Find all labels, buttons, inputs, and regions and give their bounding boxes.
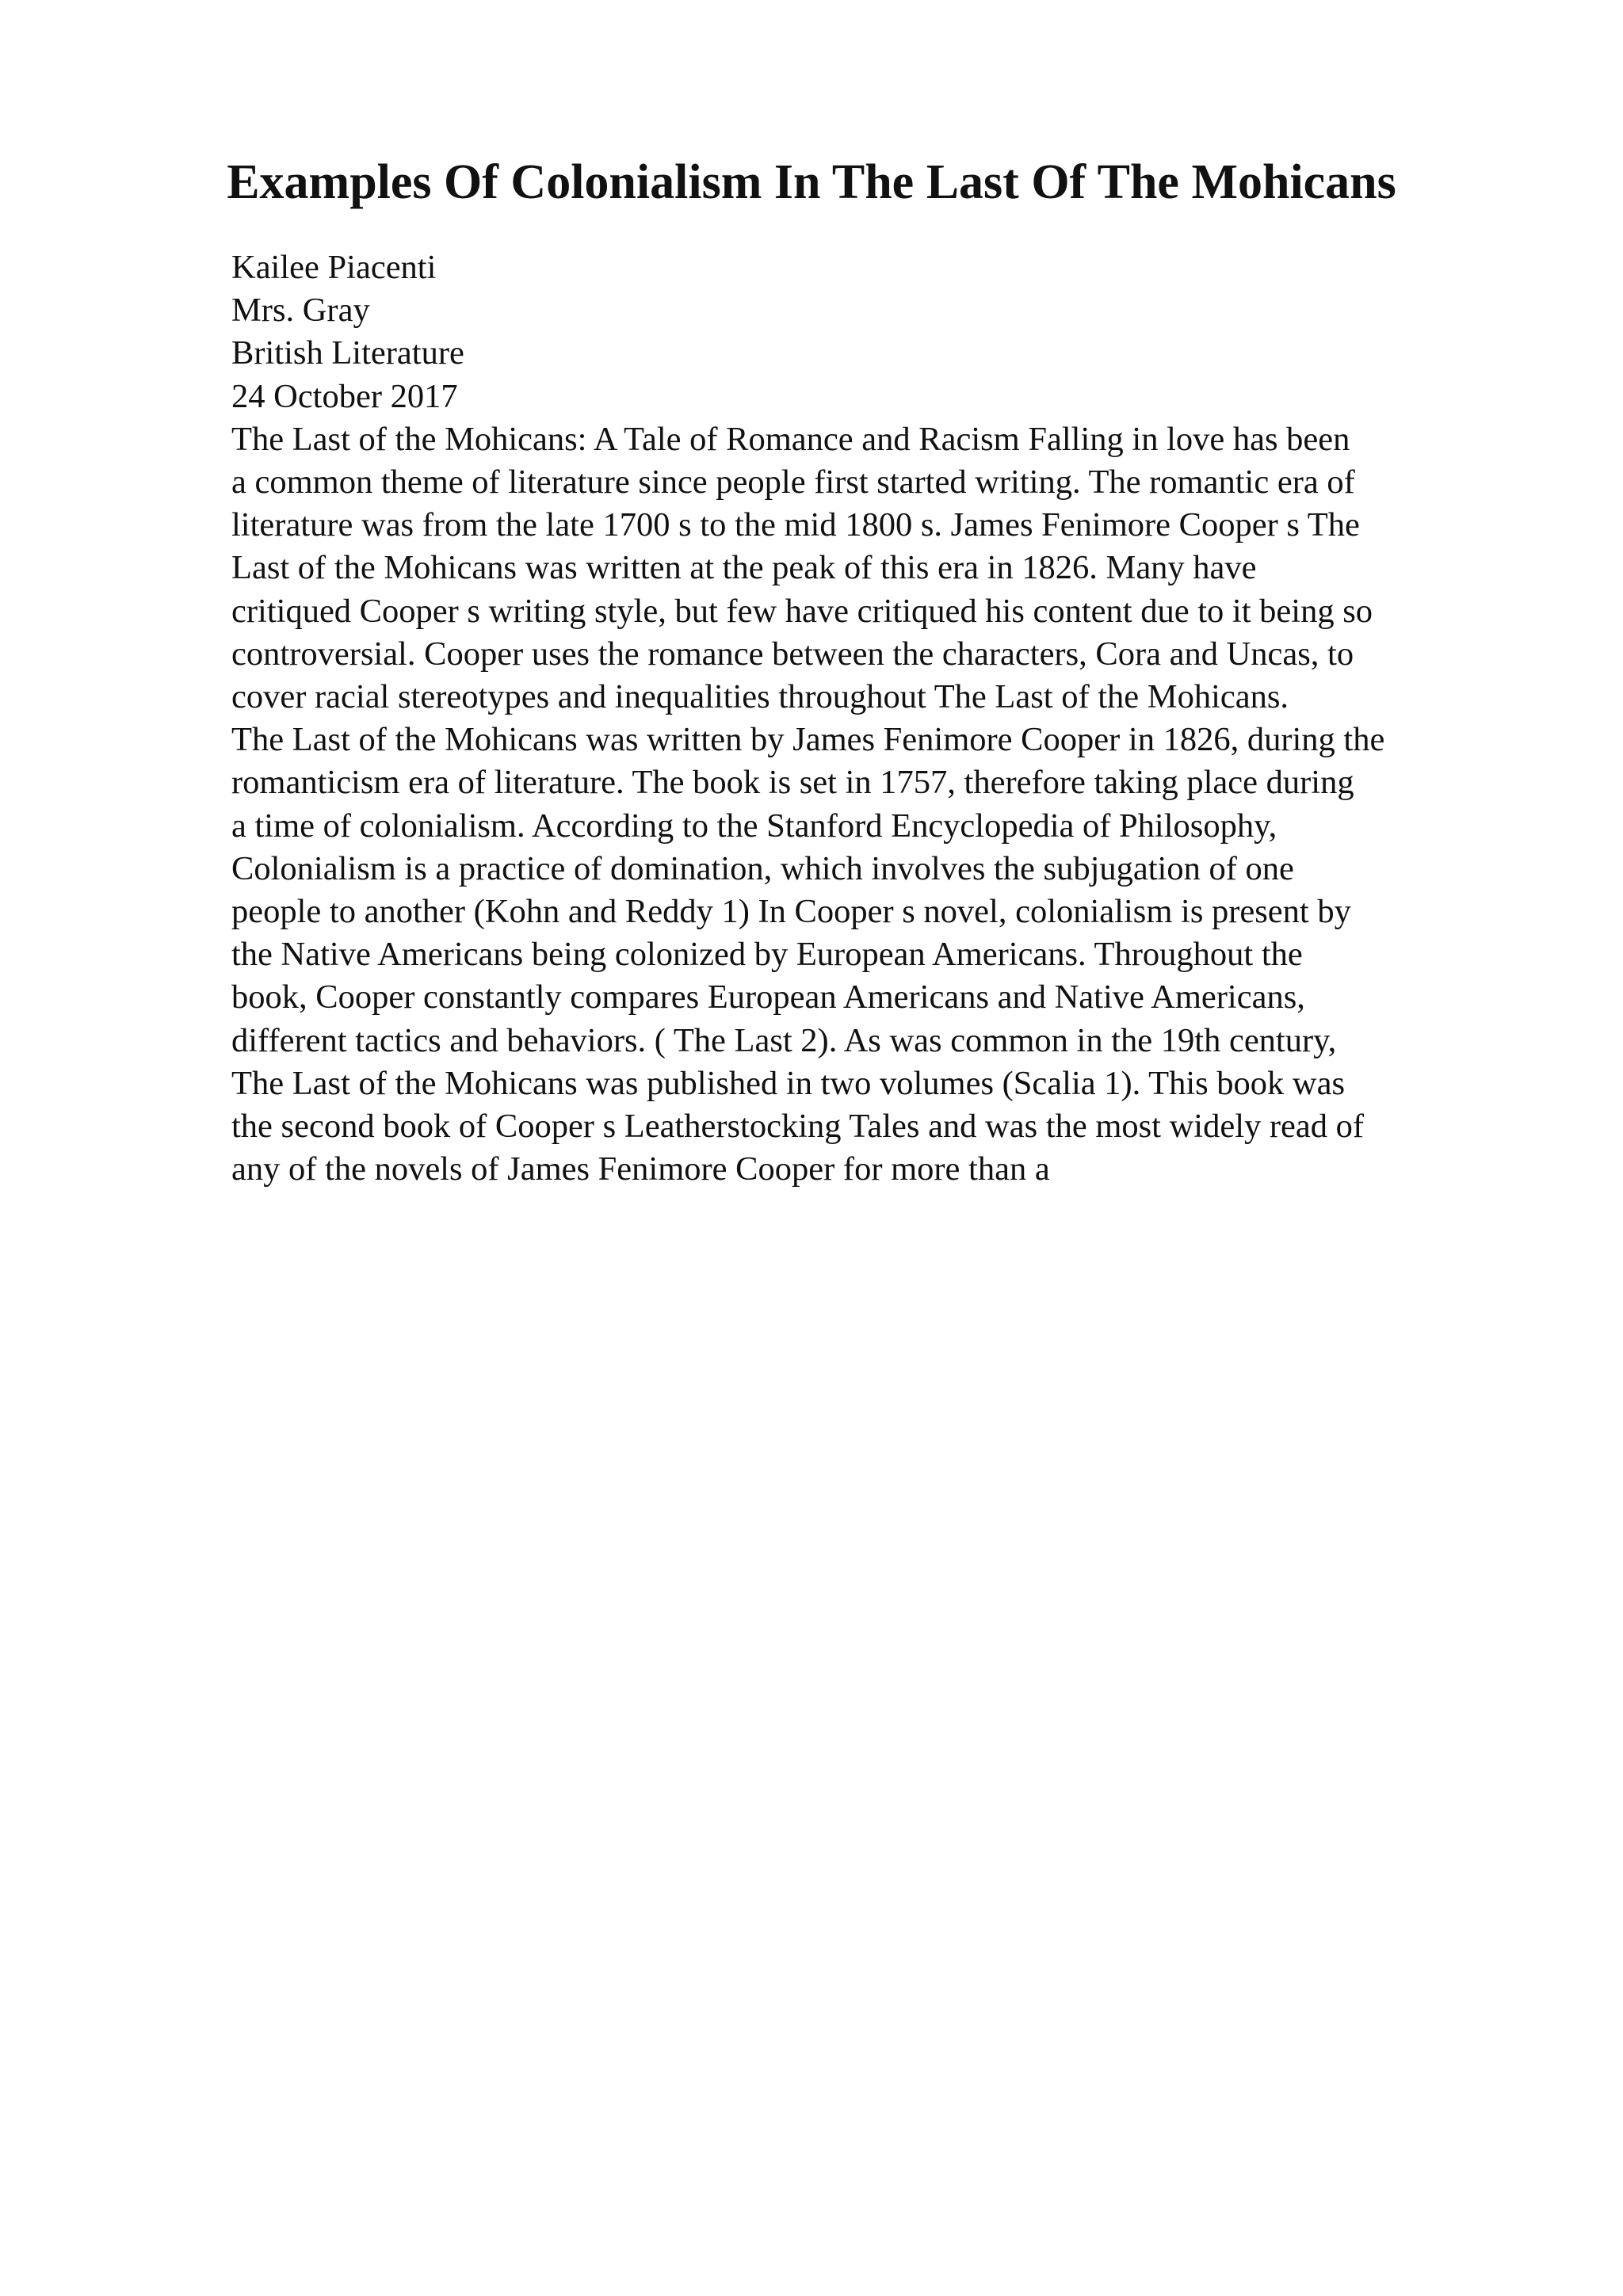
body-line: a common theme of literature since people first started writing. The romantic era of [231,463,1355,502]
body-line: The Last of the Mohicans was written by James Fenimore Cooper in 1826, during the [231,721,1385,759]
body-line: Last of the Mohicans was written at the peak of this era in 1826. Many have [231,549,1257,587]
document-title: Examples Of Colonialism In The Last Of The Mohicans [227,155,1396,209]
document-body [231,246,1531,1191]
body-line: book, Cooper constantly compares European Americans and Native Americans, [231,978,1305,1016]
body-line: romanticism era of literature. The book is set in 1757, therefore taking place during [231,764,1354,802]
body-line: cover racial stereotypes and inequalities throughout The Last of the Mohicans. [231,678,1289,716]
body-line: different tactics and behaviors. ( The Last 2). As was common in the 19th century, [231,1021,1337,1059]
header-date: 24 October 2017 [231,377,458,415]
header-teacher: Mrs. Gray [231,292,370,330]
body-line: controversial. Cooper uses the romance between the characters, Cora and Uncas, to [231,635,1354,673]
body-line: a time of colonialism. According to the Stanford Encyclopedia of Philosophy, [231,807,1277,845]
body-line: the Native Americans being colonized by European Americans. Throughout the [231,936,1303,974]
body-line: critiqued Cooper s writing style, but few have critiqued his content due to it being so [231,592,1373,630]
header-course: British Literature [231,334,464,372]
body-line: any of the novels of James Fenimore Cooper for more than a [231,1150,1050,1188]
header-author: Kailee Piacenti [231,249,437,286]
body-line: literature was from the late 1700 s to the mid 1800 s. James Fenimore Cooper s The [231,506,1360,544]
body-line: people to another (Kohn and Reddy 1) In Cooper s novel, colonialism is present by [231,893,1351,931]
body-line: The Last of the Mohicans: A Tale of Romance and Racism Falling in love has been [231,420,1350,458]
body-line: the second book of Cooper s Leatherstocking Tales and was the most widely read of [231,1108,1365,1146]
body-line: The Last of the Mohicans was published in two volumes (Scalia 1). This book was [231,1064,1346,1102]
body-line: Colonialism is a practice of domination, which involves the subjugation of one [231,849,1294,887]
